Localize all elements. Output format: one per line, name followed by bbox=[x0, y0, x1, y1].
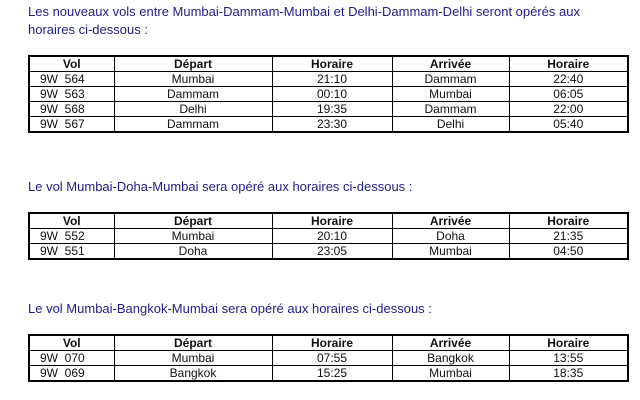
cell-horaire-arrivee: 21:35 bbox=[509, 229, 628, 244]
header-arrivee: Arrivée bbox=[392, 335, 509, 351]
table-header-row bbox=[29, 213, 628, 229]
cell-horaire-arrivee: 04:50 bbox=[509, 244, 628, 260]
header-arrivee: Arrivée bbox=[392, 56, 509, 72]
cell-horaire-depart: 19:35 bbox=[272, 102, 392, 117]
header-horaire-depart: Horaire bbox=[272, 56, 392, 72]
cell-horaire-depart: 20:10 bbox=[272, 229, 392, 244]
table-header-row bbox=[29, 335, 628, 351]
cell-arrivee: Mumbai bbox=[392, 366, 509, 382]
section-intro-dammam: Les nouveaux vols entre Mumbai-Dammam-Mumbai et Delhi-Dammam-Delhi seront opérés aux horaires ci-dessous : bbox=[28, 4, 580, 37]
header-horaire-depart: Horaire bbox=[272, 335, 392, 351]
cell-depart: Mumbai bbox=[114, 351, 272, 366]
table-row bbox=[29, 244, 628, 260]
header-horaire-arrivee: Horaire bbox=[509, 56, 628, 72]
cell-depart: Delhi bbox=[114, 102, 272, 117]
header-horaire-depart: Horaire bbox=[272, 213, 392, 229]
cell-vol: 9W 552 bbox=[29, 229, 114, 244]
header-vol: Vol bbox=[29, 213, 114, 229]
cell-depart: Mumbai bbox=[114, 72, 272, 87]
header-depart: Départ bbox=[114, 213, 272, 229]
cell-depart: Dammam bbox=[114, 117, 272, 133]
cell-horaire-depart: 23:30 bbox=[272, 117, 392, 133]
section-intro-bangkok: Le vol Mumbai-Bangkok-Mumbai sera opéré aux horaires ci-dessous : bbox=[28, 301, 432, 316]
cell-arrivee: Mumbai bbox=[392, 244, 509, 260]
schedule-table-bangkok bbox=[28, 334, 629, 382]
table-row bbox=[29, 351, 628, 366]
cell-arrivee: Doha bbox=[392, 229, 509, 244]
header-arrivee: Arrivée bbox=[392, 213, 509, 229]
table-row bbox=[29, 366, 628, 382]
section-intro-doha: Le vol Mumbai-Doha-Mumbai sera opéré aux horaires ci-dessous : bbox=[28, 179, 413, 194]
cell-vol: 9W 568 bbox=[29, 102, 114, 117]
cell-depart: Dammam bbox=[114, 87, 272, 102]
cell-arrivee: Dammam bbox=[392, 102, 509, 117]
cell-arrivee: Delhi bbox=[392, 117, 509, 133]
schedule-table-doha bbox=[28, 212, 629, 260]
header-vol: Vol bbox=[29, 335, 114, 351]
cell-horaire-arrivee: 06:05 bbox=[509, 87, 628, 102]
cell-horaire-arrivee: 22:00 bbox=[509, 102, 628, 117]
cell-depart: Mumbai bbox=[114, 229, 272, 244]
cell-horaire-depart: 23:05 bbox=[272, 244, 392, 260]
table-row bbox=[29, 229, 628, 244]
table-row bbox=[29, 87, 628, 102]
cell-horaire-arrivee: 18:35 bbox=[509, 366, 628, 382]
cell-vol: 9W 563 bbox=[29, 87, 114, 102]
cell-arrivee: Dammam bbox=[392, 72, 509, 87]
header-depart: Départ bbox=[114, 335, 272, 351]
cell-vol: 9W 564 bbox=[29, 72, 114, 87]
cell-horaire-depart: 21:10 bbox=[272, 72, 392, 87]
header-horaire-arrivee: Horaire bbox=[509, 335, 628, 351]
table-row bbox=[29, 117, 628, 133]
cell-horaire-depart: 07:55 bbox=[272, 351, 392, 366]
cell-arrivee: Mumbai bbox=[392, 87, 509, 102]
cell-horaire-arrivee: 05:40 bbox=[509, 117, 628, 133]
cell-depart: Doha bbox=[114, 244, 272, 260]
cell-vol: 9W 070 bbox=[29, 351, 114, 366]
table-row bbox=[29, 102, 628, 117]
header-vol: Vol bbox=[29, 56, 114, 72]
cell-horaire-depart: 00:10 bbox=[272, 87, 392, 102]
cell-depart: Bangkok bbox=[114, 366, 272, 382]
header-depart: Départ bbox=[114, 56, 272, 72]
table-header-row bbox=[29, 56, 628, 72]
header-horaire-arrivee: Horaire bbox=[509, 213, 628, 229]
cell-vol: 9W 551 bbox=[29, 244, 114, 260]
cell-arrivee: Bangkok bbox=[392, 351, 509, 366]
schedule-table-dammam bbox=[28, 55, 629, 133]
table-row bbox=[29, 72, 628, 87]
cell-horaire-arrivee: 22:40 bbox=[509, 72, 628, 87]
cell-vol: 9W 069 bbox=[29, 366, 114, 382]
cell-horaire-depart: 15:25 bbox=[272, 366, 392, 382]
cell-vol: 9W 567 bbox=[29, 117, 114, 133]
cell-horaire-arrivee: 13:55 bbox=[509, 351, 628, 366]
